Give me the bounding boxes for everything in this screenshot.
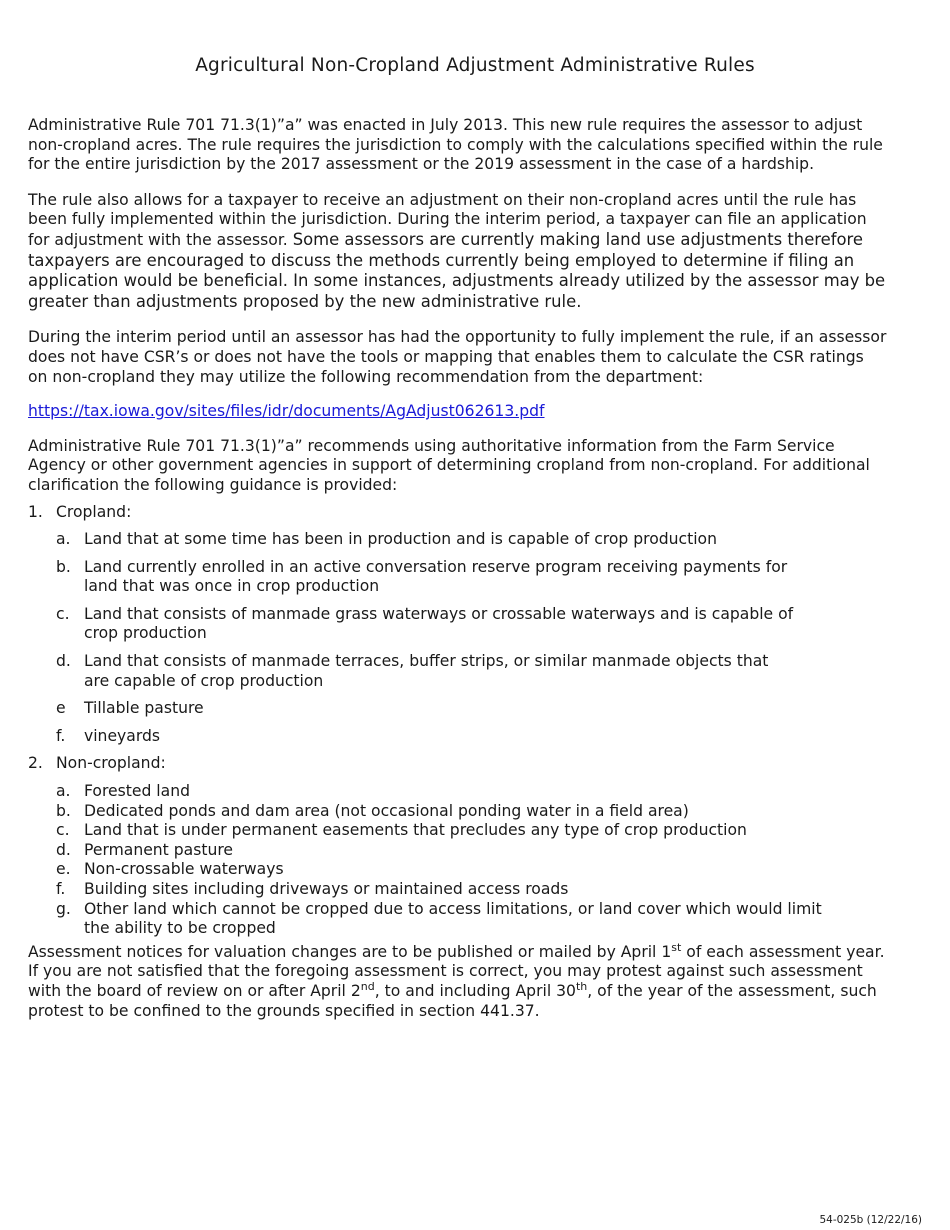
list-item-text: Permanent pasture xyxy=(84,840,233,859)
list-item-letter: g. xyxy=(56,899,71,918)
list-item-text: Dedicated ponds and dam area (not occasional ponding water in a field area) xyxy=(84,801,689,820)
list-item xyxy=(56,727,888,747)
noncropland-heading xyxy=(28,754,888,774)
list-item xyxy=(56,860,888,880)
list-item-text: Land that at some time has been in production and is capable of crop production xyxy=(84,530,717,549)
department-link[interactable]: https://tax.iowa.gov/sites/files/idr/documents/AgAdjust062613.pdf xyxy=(28,402,545,421)
list-item-text: Land that consists of manmade terraces, buffer strips, or similar manmade objects that are capable of crop production xyxy=(84,652,769,690)
page-title: Agricultural Non-Cropland Adjustment Administrative Rules xyxy=(195,55,755,76)
list-item xyxy=(56,802,888,822)
list-item-letter: f. xyxy=(56,880,66,898)
cropland-list xyxy=(56,530,888,746)
list-item xyxy=(56,841,888,861)
assessment-notice-paragraph xyxy=(28,940,888,1021)
list-item-text: Non-crossable waterways xyxy=(84,860,284,879)
interim-paragraph xyxy=(28,191,888,313)
list-item xyxy=(56,782,888,802)
list-item xyxy=(56,699,888,719)
ordinal-suffix: nd xyxy=(360,979,375,993)
list-item xyxy=(56,821,888,841)
list-item xyxy=(56,558,888,597)
list-item-letter: e xyxy=(56,699,66,718)
notice-text-part2: of each assessment year. If you are not satisfied that the foregoing assessment is correct, you may protest against such assessment with the board of review on or after April 2 xyxy=(28,942,885,1000)
cropland-heading-text: Cropland: xyxy=(56,502,132,521)
link-line xyxy=(28,402,888,422)
notice-text-part1: Assessment notices for valuation changes are to be published or mailed by April 1 xyxy=(28,942,672,961)
ordinal-suffix: th xyxy=(575,979,588,993)
list-item xyxy=(56,605,888,644)
list-item-letter: d. xyxy=(56,840,71,859)
list-item-letter: f. xyxy=(56,726,66,745)
notice-text-part4: , of the year of the assessment, such protest to be confined to the grounds specified in section 441.37. xyxy=(28,981,877,1020)
interim-paragraph-part1: The rule also allows for a taxpayer to receive an adjustment on their non-cropland acres until the rule has been fully implemented within the jurisdiction. During the interim period, a taxpayer can file an application for adjustment with the assessor. xyxy=(28,190,867,249)
list-item xyxy=(56,652,888,691)
noncropland-number: 2. xyxy=(28,754,43,773)
list-item-letter: b. xyxy=(56,801,71,820)
list-item-text: vineyards xyxy=(84,726,160,745)
list-item-letter: a. xyxy=(56,530,71,549)
list-item xyxy=(56,530,888,550)
list-item-letter: c. xyxy=(56,821,70,840)
list-item-letter: b. xyxy=(56,557,71,576)
noncropland-heading-text: Non-cropland: xyxy=(56,754,166,773)
list-item-letter: c. xyxy=(56,604,70,623)
recommendation-paragraph: During the interim period until an assessor has had the opportunity to fully implement the rule, if an assessor does not have CSR’s or does not have the tools or mapping that enables them to calculate the CSR ratings on non-cropland they may utilize the following recommendation from the department: xyxy=(28,328,887,386)
list-item-text: Other land which cannot be cropped due to access limitations, or land cover which would limit the ability to be cropped xyxy=(84,899,822,938)
cropland-heading xyxy=(28,503,888,523)
list-item-text: Tillable pasture xyxy=(84,699,204,718)
list-item-letter: e. xyxy=(56,860,71,879)
list-item-letter: a. xyxy=(56,782,71,801)
list-item-letter: d. xyxy=(56,652,71,671)
list-item-text: Forested land xyxy=(84,782,190,801)
notice-text-part3: , to and including April 30 xyxy=(374,981,576,1000)
guidance-paragraph: Administrative Rule 701 71.3(1)”a” recommends using authoritative information from the Farm Service Agency or other government agencies in support of determining cropland from non-cropland. For additional clarification the following guidance is provided: xyxy=(28,436,870,494)
cropland-number: 1. xyxy=(28,502,43,521)
list-item xyxy=(56,880,888,900)
form-number: 54-025b (12/22/16) xyxy=(819,1214,922,1226)
document-body xyxy=(28,116,888,1021)
list-item-text: Land currently enrolled in an active conversation reserve program receiving payments for land that was once in crop production xyxy=(84,557,788,596)
list-item-text: Building sites including driveways or maintained access roads xyxy=(84,880,569,898)
intro-paragraph: Administrative Rule 701 71.3(1)”a” was enacted in July 2013. This new rule requires the assessor to adjust non-cropland acres. The rule requires the jurisdiction to comply with the calculations specified within the rule for the entire jurisdiction by the 2017 assessment or the 2019 assessment in the case of a hardship. xyxy=(28,116,883,174)
interim-paragraph-part2: Some assessors are currently making land use adjustments therefore taxpayers are encouraged to discuss the methods currently being employed to determine if filing an application would be beneficial. In some instances, adjustments already utilized by the assessor may be greater than adjustments proposed by the new administrative rule. xyxy=(28,229,886,311)
list-item-text: Land that is under permanent easements that precludes any type of crop production xyxy=(84,821,747,840)
list-item xyxy=(56,900,888,939)
list-item-text: Land that consists of manmade grass waterways or crossable waterways and is capable of crop production xyxy=(84,604,794,643)
noncropland-list xyxy=(56,782,888,939)
ordinal-suffix: st xyxy=(671,940,682,954)
